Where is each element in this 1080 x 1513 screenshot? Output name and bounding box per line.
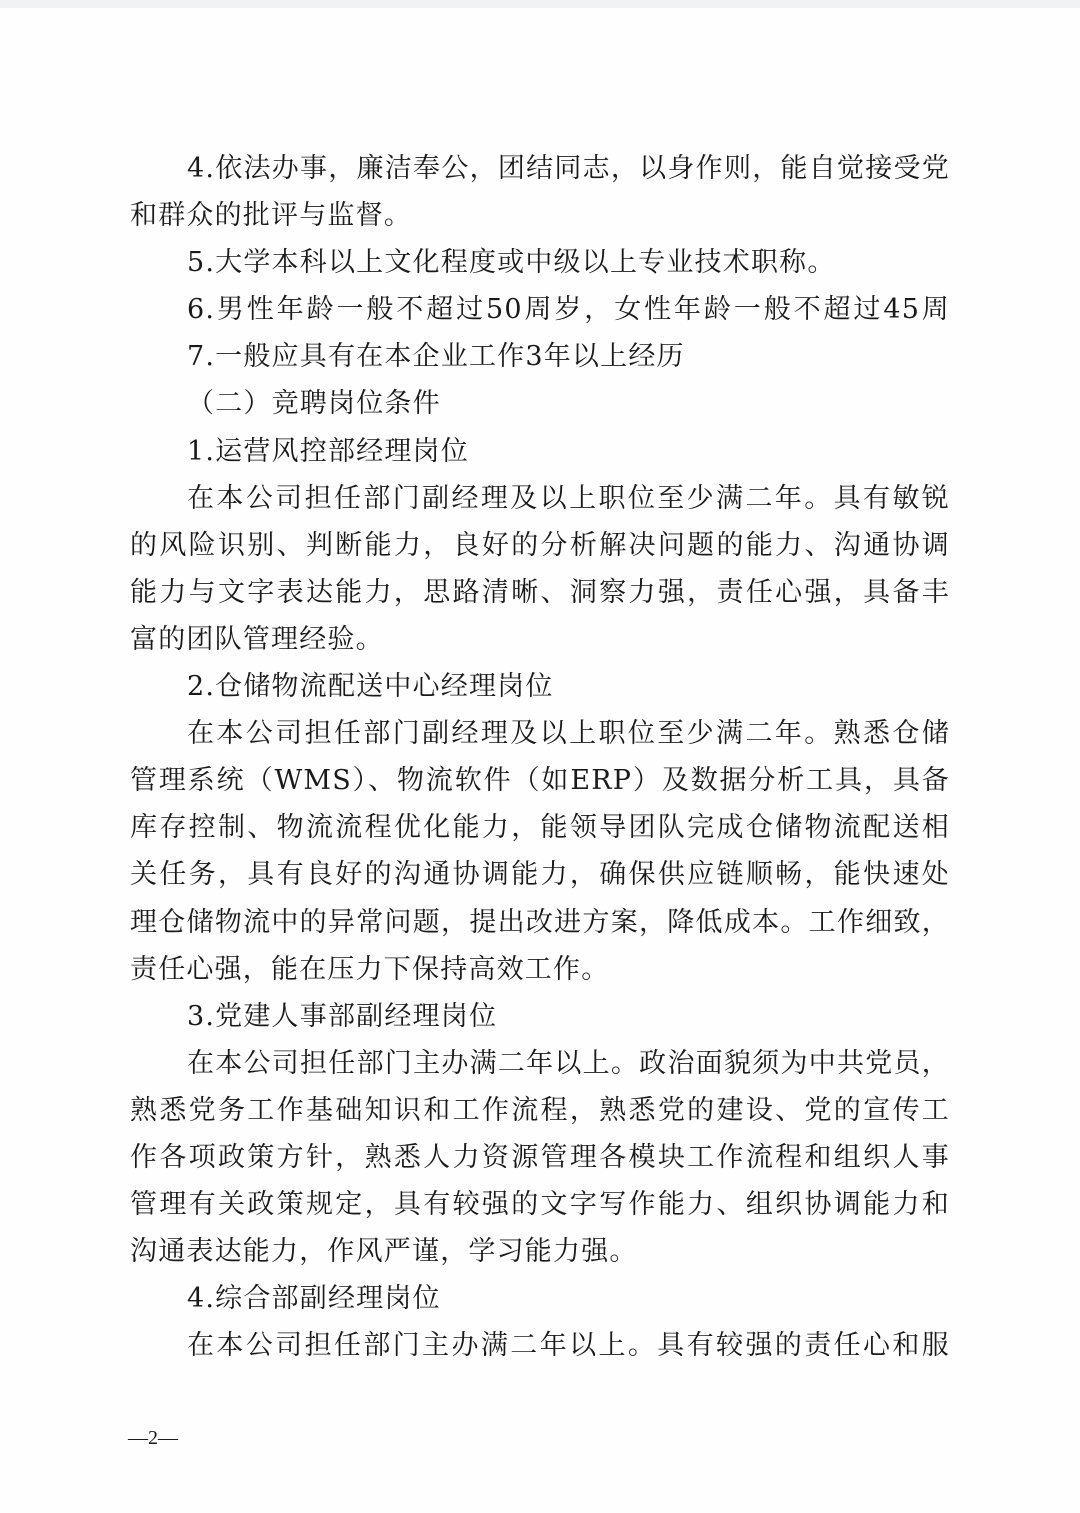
text-line: 库存控制、物流流程优化能力，能领导团队完成仓储物流配送相 (130, 812, 950, 844)
text-line: （二）竞聘岗位条件 (187, 388, 441, 420)
page-number: —2— (128, 1427, 178, 1449)
text-line: 能力与文字表达能力，思路清晰、洞察力强，责任心强，具备丰 (130, 576, 950, 608)
viewer-top-bar (0, 0, 1080, 8)
text-line: 富的团队管理经验。 (130, 623, 384, 655)
text-line: 2.仓储物流配送中心经理岗位 (187, 671, 554, 703)
text-line: 在本公司担任部门副经理及以上职位至少满二年。熟悉仓储 (187, 718, 950, 750)
text-line: 关任务，具有良好的沟通协调能力，确保供应链顺畅，能快速处 (130, 859, 950, 891)
text-line: 理仓储物流中的异常问题，提出改进方案，降低成本。工作细致， (130, 906, 950, 938)
text-line: 和群众的批评与监督。 (130, 200, 412, 232)
text-line: 3.党建人事部副经理岗位 (187, 1000, 498, 1032)
text-line: 4.依法办事，廉洁奉公，团结同志，以身作则，能自觉接受党 (187, 153, 950, 184)
document-page-body (130, 145, 950, 1369)
text-line: 7.一般应具有在本企业工作3年以上经历 (187, 341, 685, 373)
text-line: 熟悉党务工作基础知识和工作流程，熟悉党的建设、党的宣传工 (130, 1094, 950, 1126)
text-line: 作各项政策方针，熟悉人力资源管理各模块工作流程和组织人事 (130, 1141, 950, 1173)
text-line: 管理系统（WMS）、物流软件（如ERP）及数据分析工具，具备 (130, 765, 950, 797)
text-line: 在本公司担任部门副经理及以上职位至少满二年。具有敏锐 (187, 482, 950, 514)
text-line: 管理有关政策规定，具有较强的文字写作能力、组织协调能力和 (130, 1189, 950, 1221)
text-line: 责任心强，能在压力下保持高效工作。 (130, 953, 610, 985)
text-line: 6.男性年龄一般不超过50周岁，女性年龄一般不超过45周 (187, 294, 950, 326)
text-line: 5.大学本科以上文化程度或中级以上专业技术职称。 (187, 247, 836, 279)
text-line: 沟通表达能力，作风严谨，学习能力强。 (130, 1236, 638, 1268)
text-line: 在本公司担任部门主办满二年以上。政治面貌须为中共党员， (187, 1047, 950, 1079)
text-line: 4.综合部副经理岗位 (187, 1283, 441, 1315)
text-line: 1.运营风控部经理岗位 (187, 435, 469, 467)
text-line: 的风险识别、判断能力，良好的分析解决问题的能力、沟通协调 (130, 529, 950, 561)
text-line: 在本公司担任部门主办满二年以上。具有较强的责任心和服 (187, 1330, 950, 1362)
